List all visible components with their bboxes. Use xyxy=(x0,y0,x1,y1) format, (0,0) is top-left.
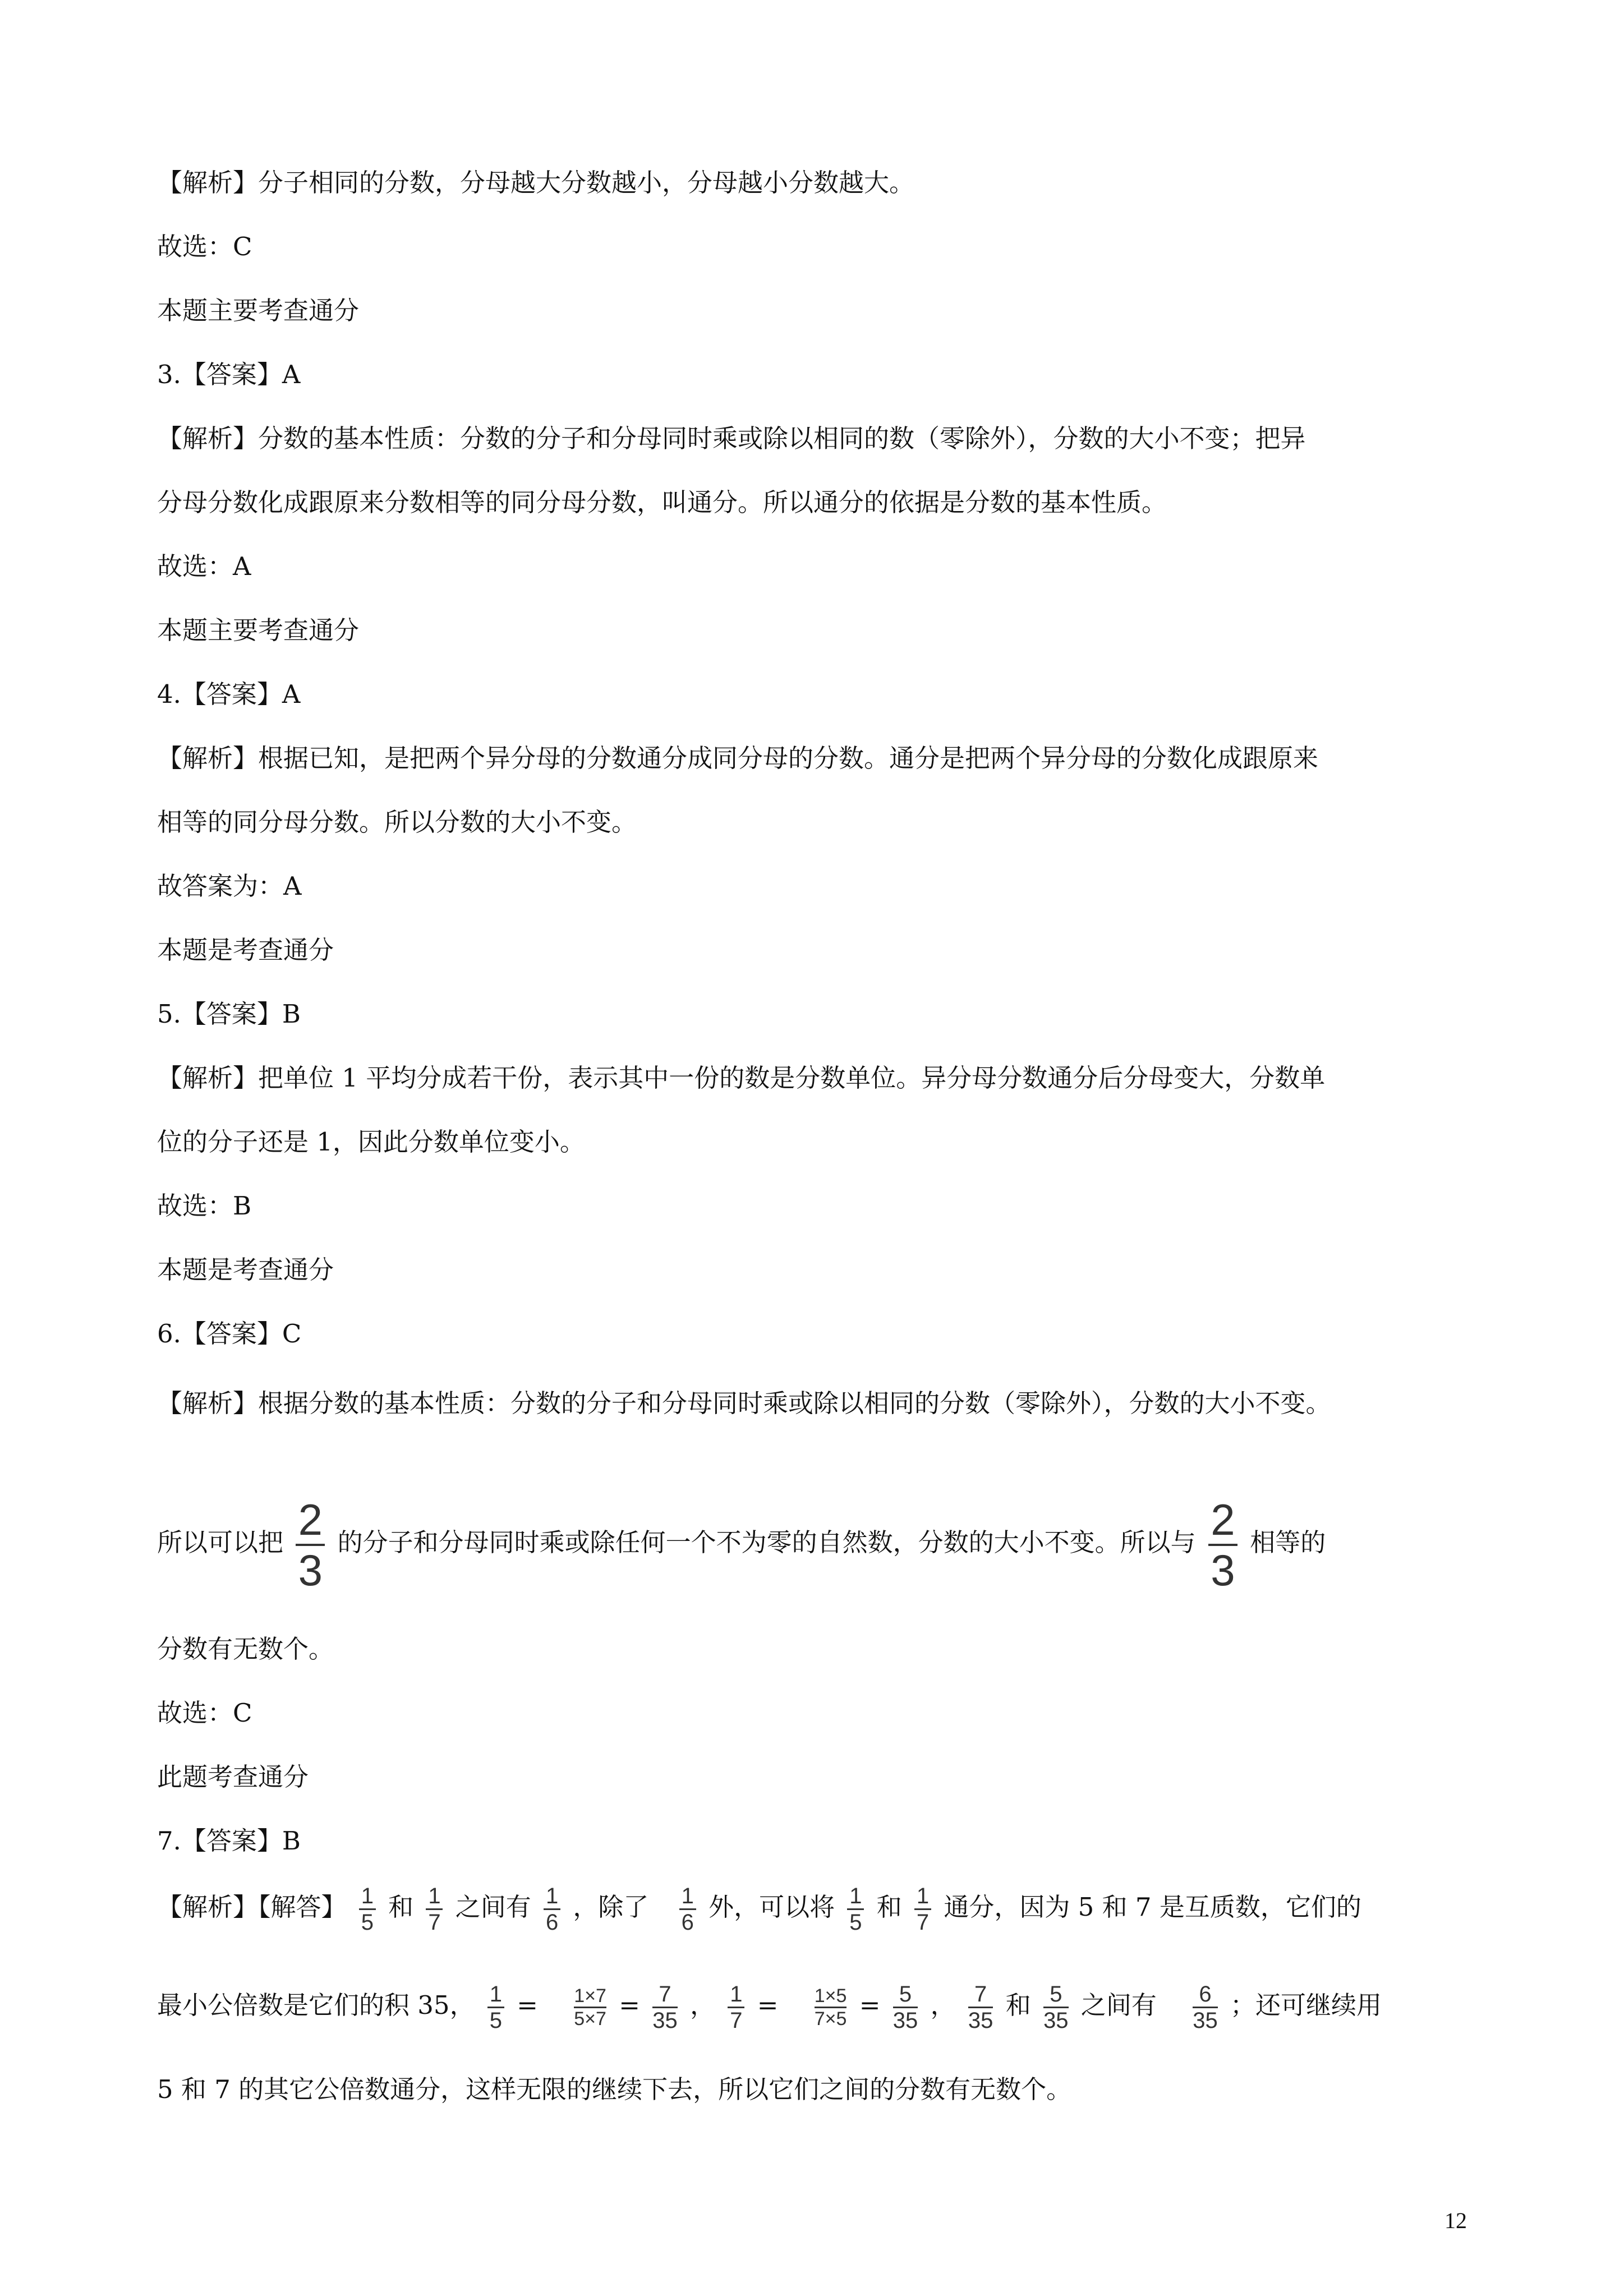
fraction-denominator: 7×5 xyxy=(814,2008,847,2030)
text-line: 故选：C xyxy=(157,232,252,261)
text-line: 故选：C xyxy=(157,1698,252,1728)
fraction-numerator: 1 xyxy=(916,1884,930,1908)
text-line-with-fraction xyxy=(157,1969,1481,2042)
fraction xyxy=(359,1884,376,1935)
fraction-denominator: 35 xyxy=(968,2008,993,2033)
fraction xyxy=(968,1982,993,2033)
text-line-with-fraction xyxy=(157,1871,1481,1944)
fraction-numerator: 1×5 xyxy=(814,1985,847,2007)
fraction xyxy=(652,1982,678,2033)
fraction xyxy=(1193,1982,1218,2033)
fraction xyxy=(426,1884,443,1935)
fraction-denominator: 7 xyxy=(916,1910,930,1935)
fraction xyxy=(679,1884,696,1935)
text-line: 此题考查通分 xyxy=(157,1762,309,1792)
fraction xyxy=(544,1884,560,1935)
fraction xyxy=(487,1982,504,2033)
fraction-numerator: 5 xyxy=(1050,1982,1062,2007)
fraction-denominator: 35 xyxy=(652,2008,678,2033)
fraction-denominator: 5 xyxy=(489,2008,503,2033)
text-line: 分数有无数个。 xyxy=(157,1634,334,1664)
fraction-denominator: 5 xyxy=(849,1910,862,1935)
fraction-numerator: 1 xyxy=(428,1884,441,1908)
text-segment: ；还可继续用 xyxy=(1230,1990,1382,2020)
fraction-numerator: 1 xyxy=(849,1884,862,1908)
text-segment: ，除了 xyxy=(573,1892,649,1922)
text-line: 4.【答案】A xyxy=(157,679,301,709)
text-line: 3.【答案】A xyxy=(157,360,301,389)
fraction-numerator: 1 xyxy=(681,1884,694,1908)
fraction xyxy=(1043,1982,1069,2033)
fraction-denominator: 5 xyxy=(361,1910,374,1935)
fraction-numerator: 1 xyxy=(489,1982,503,2007)
fraction xyxy=(296,1496,325,1594)
text-line: 故选：A xyxy=(157,551,251,581)
text-line: 位的分子还是 1，因此分数单位变小。 xyxy=(157,1127,585,1157)
fraction-denominator: 7 xyxy=(730,2008,743,2033)
fraction-denominator: 3 xyxy=(1211,1545,1235,1595)
text-segment: ， xyxy=(690,1990,716,2020)
text-line-with-fraction xyxy=(157,1487,1481,1599)
fraction-numerator: 2 xyxy=(1211,1494,1235,1544)
fraction xyxy=(893,1982,918,2033)
text-line: 【解析】分数的基本性质：分数的分子和分母同时乘或除以相同的数（零除外），分数的大小不变；把异 xyxy=(157,424,1306,453)
fraction-denominator: 6 xyxy=(545,1910,559,1935)
text-line: 5 和 7 的其它公倍数通分，这样无限的继续下去，所以它们之间的分数有无数个。 xyxy=(157,2074,1072,2104)
text-segment: = xyxy=(619,1990,640,2020)
fraction-numerator: 1 xyxy=(730,1982,743,2007)
text-segment: 和 xyxy=(1005,1990,1031,2020)
fraction-denominator: 35 xyxy=(892,2008,918,2033)
text-line: 本题是考查通分 xyxy=(157,935,334,965)
text-segment: 之间有 xyxy=(1080,1990,1157,2020)
text-segment: = xyxy=(757,1990,779,2020)
text-line: 7.【答案】B xyxy=(157,1826,301,1856)
text-line: 本题是考查通分 xyxy=(157,1255,334,1285)
fraction-numerator: 1×7 xyxy=(574,1985,606,2007)
fraction xyxy=(728,1982,744,2033)
text-segment: 最小公倍数是它们的积 35， xyxy=(157,1990,475,2020)
fraction-numerator: 7 xyxy=(974,1982,987,2007)
fraction-denominator: 3 xyxy=(298,1545,323,1595)
text-line: 【解析】分子相同的分数，分母越大分数越小，分母越小分数越大。 xyxy=(157,168,915,197)
text-line: 【解析】根据分数的基本性质：分数的分子和分母同时乘或除以相同的分数（零除外），分数的大小不变。 xyxy=(157,1388,1331,1418)
text-line: 【解析】把单位 1 平均分成若干份，表示其中一份的数是分数单位。异分母分数通分后分母变大，分数单 xyxy=(157,1063,1326,1093)
fraction-numerator: 5 xyxy=(899,1982,912,2007)
text-line: 6.【答案】C xyxy=(157,1319,302,1349)
text-segment: 的分子和分母同时乘或除任何一个不为零的自然数，分数的大小不变。所以与 xyxy=(337,1527,1196,1557)
text-line: 相等的同分母分数。所以分数的大小不变。 xyxy=(157,807,637,837)
fraction-denominator: 7 xyxy=(428,1910,441,1935)
fraction-denominator: 35 xyxy=(1043,2008,1069,2033)
text-segment: = xyxy=(859,1990,881,2020)
fraction-numerator: 6 xyxy=(1199,1982,1212,2007)
text-segment: = xyxy=(517,1990,538,2020)
text-segment: 和 xyxy=(876,1892,902,1922)
text-line: 故选：B xyxy=(157,1191,252,1221)
fraction-numerator: 1 xyxy=(361,1884,374,1908)
fraction-denominator: 6 xyxy=(681,1910,694,1935)
text-line: 5.【答案】B xyxy=(157,999,301,1029)
page-number: 12 xyxy=(1444,2208,1467,2233)
text-segment: 相等的 xyxy=(1250,1527,1326,1557)
fraction xyxy=(847,1884,864,1935)
text-line: 【解析】根据已知，是把两个异分母的分数通分成同分母的分数。通分是把两个异分母的分数化成跟原来 xyxy=(157,743,1319,773)
text-segment: 【解析】【解答】 xyxy=(157,1892,347,1922)
fraction-denominator: 5×7 xyxy=(574,2008,606,2030)
fraction xyxy=(815,1985,847,2030)
fraction-denominator: 35 xyxy=(1193,2008,1218,2033)
text-line: 本题主要考查通分 xyxy=(157,615,360,645)
text-segment: ， xyxy=(930,1990,956,2020)
text-line: 本题主要考查通分 xyxy=(157,296,360,325)
text-segment: 之间有 xyxy=(455,1892,531,1922)
fraction xyxy=(914,1884,931,1935)
fraction-numerator: 1 xyxy=(545,1884,559,1908)
text-segment: 通分，因为 5 和 7 是互质数，它们的 xyxy=(944,1892,1361,1922)
fraction-numerator: 7 xyxy=(659,1982,671,2007)
text-segment: 所以可以把 xyxy=(157,1527,284,1557)
text-line: 分母分数化成跟原来分数相等的同分母分数，叫通分。所以通分的依据是分数的基本性质。 xyxy=(157,487,1167,517)
fraction-numerator: 2 xyxy=(298,1494,323,1544)
fraction xyxy=(574,1985,606,2030)
text-segment: 外，可以将 xyxy=(709,1892,835,1922)
text-segment: 和 xyxy=(388,1892,414,1922)
fraction xyxy=(1208,1496,1237,1594)
text-line: 故答案为：A xyxy=(157,871,302,901)
